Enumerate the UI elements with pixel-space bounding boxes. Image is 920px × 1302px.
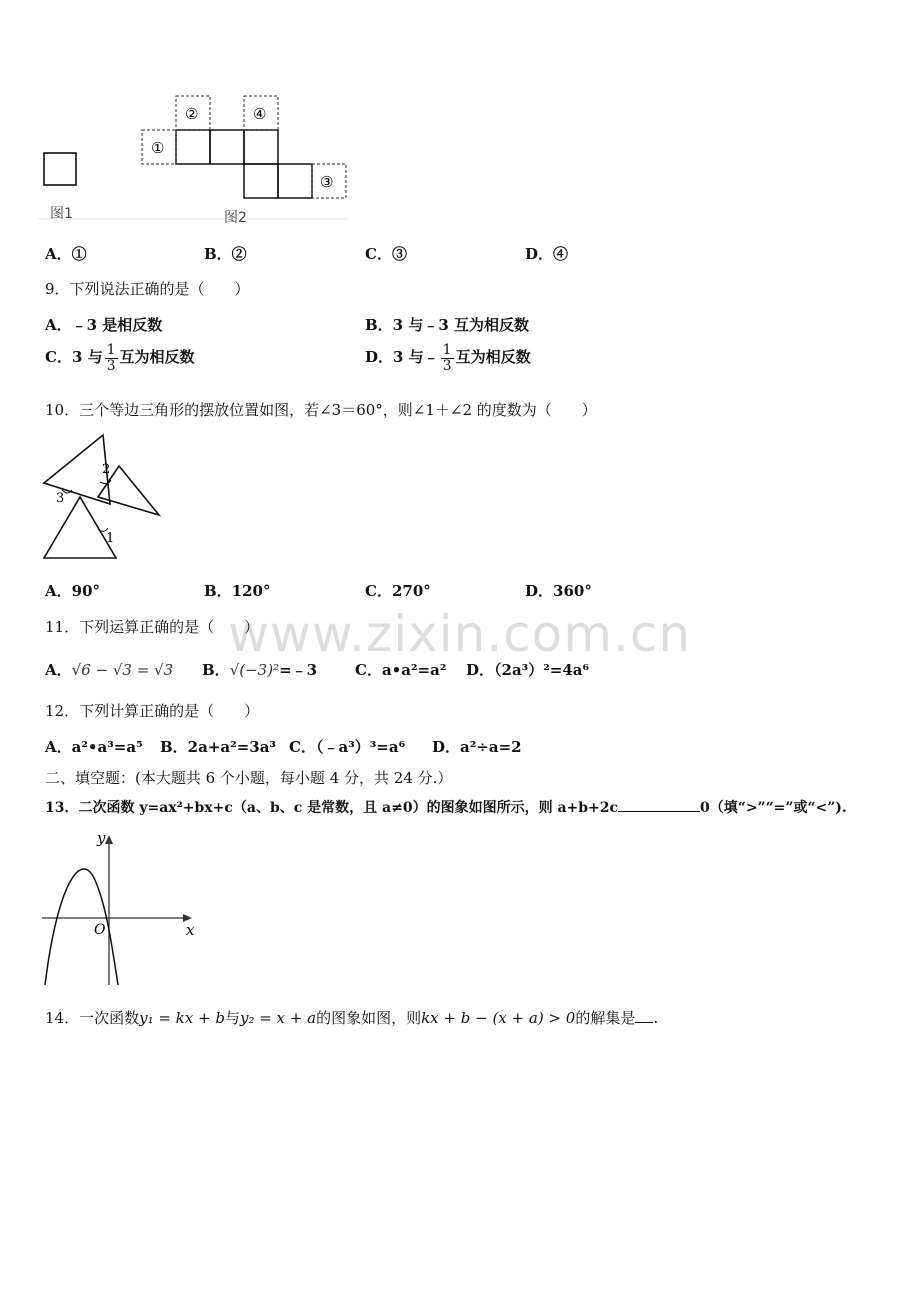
q8-figure [38,92,358,227]
q12-option-d: D．a²÷a=2 [432,738,522,756]
q14-answer-blank [635,1010,653,1023]
fraction-one-third: $\frac{1}{3}$ [106,342,116,374]
circle-3: ③ [320,173,334,191]
q8-option-c: C．③ [365,245,407,263]
q10-option-c: C．270° [365,582,431,600]
fig1-label: 图1 [50,206,73,222]
q12-option-b: B．2a+a²=3a³ [160,738,276,756]
q11-option-a: A．√6 − √3 = √3 [45,661,174,679]
q9-option-b: B．3 与﹣3 互为相反数 [365,316,529,334]
y-axis-label: y [97,829,106,847]
q14-stem: 14．一次函数y₁ = kx + b与y₂ = x + a的图象如图，则kx + b − (x + a) > 0的解集是 . [45,1009,659,1027]
circle-1: ① [151,139,165,157]
q8-option-a: A．① [45,245,87,263]
q8-option-d: D．④ [525,245,569,263]
q9-option-d: D．3 与﹣ $\frac{1}{3}$ 互为相反数 [365,342,531,374]
q9-stem: 9．下列说法正确的是（ ） [45,280,250,298]
x-axis-label: x [186,921,195,939]
q10-stem: 10．三个等边三角形的摆放位置如图，若∠3＝60°，则∠1＋∠2 的度数为（ ） [45,401,597,419]
watermark: www.zixin.com.cn [228,605,692,663]
q13-parabola-graph [40,825,200,990]
section-2-heading: 二、填空题：(本大题共 6 个小题，每小题 4 分，共 24 分.） [45,769,453,787]
circle-2: ② [185,105,199,123]
q11-option-c: C．a•a²=a² [355,661,447,679]
q10-option-a: A．90° [45,582,101,600]
q13-stem: 13．二次函数 y=ax²+bx+c（a、b、c 是常数，且 a≠0）的图象如图所示，则 a+b+2c 0（填“>”“=”或“<”). [45,800,847,816]
q12-option-a: A．a²•a³=a⁵ [45,738,143,756]
angle-2-label: 2 [102,462,111,477]
angle-1-label: 1 [106,531,115,546]
q9-option-c: C．3 与 $\frac{1}{3}$ 互为相反数 [45,342,195,374]
origin-label: O [94,922,106,938]
fig2-label: 图2 [224,210,247,226]
q10-option-b: B．120° [204,582,271,600]
q8-option-b: B．② [204,245,247,263]
q13-answer-blank [618,799,700,812]
q9-option-a: A．﹣3 是相反数 [45,316,163,334]
q10-option-d: D．360° [525,582,592,600]
q10-triangles-figure [40,430,165,565]
circle-4: ④ [253,105,267,123]
q11-option-d: D．（2a³）²=4a⁶ [466,661,590,679]
q12-option-c: C．（﹣a³）³=a⁶ [289,738,406,756]
q11-stem: 11．下列运算正确的是（ ） [45,618,260,636]
fig1-square [44,153,76,185]
q12-stem: 12．下列计算正确的是（ ） [45,702,260,720]
angle-3-label: 3 [56,491,65,506]
fraction-one-third: $\frac{1}{3}$ [442,342,452,374]
q11-option-b: B．√(−3)²=﹣3 [202,661,318,679]
